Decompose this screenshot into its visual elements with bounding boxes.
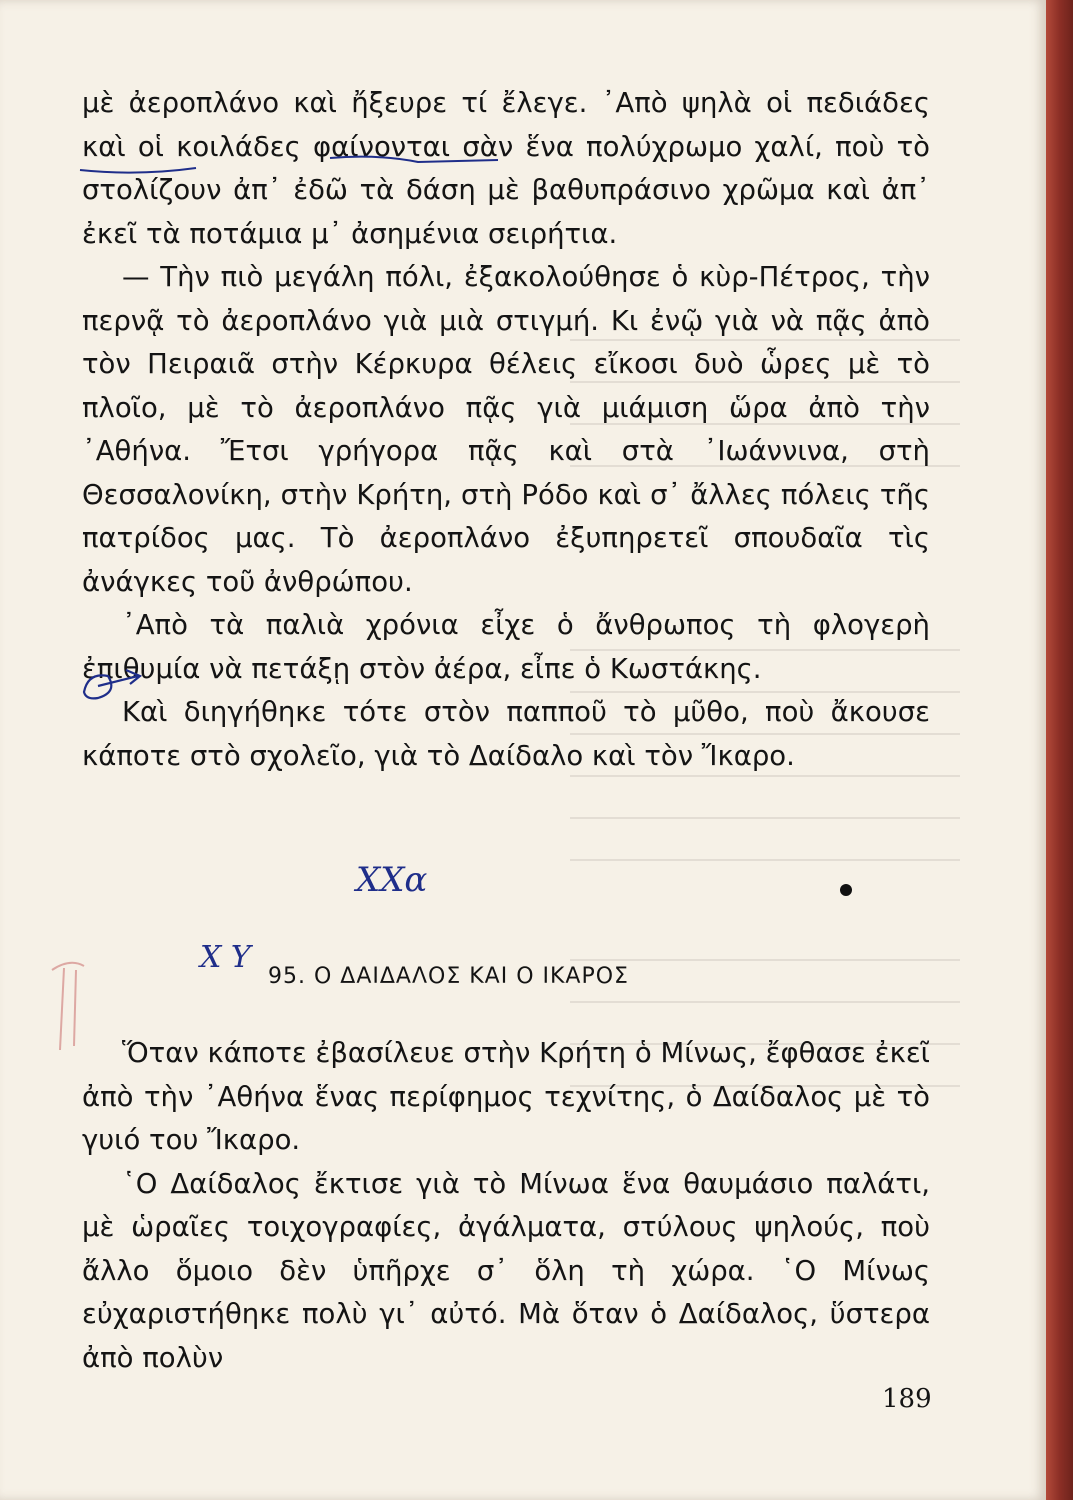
ink-dot (840, 884, 852, 896)
pen-underline-marks (78, 152, 508, 182)
body-text-top (82, 82, 930, 778)
paragraph-3: ᾿Απὸ τὰ παλιὰ χρόνια εἶχε ὁ ἄνθρωπος τὴ φλογερὴ ἐπιθυμία νὰ πετάξῃ στὸν ἀέρα, εἶπε ὁ Κωστάκης. (82, 609, 930, 685)
paragraph-6: ῾Ο Δαίδαλος ἔκτισε γιὰ τὸ Μίνωα ἕνα θαυμάσιο παλάτι, μὲ ὡραῖες τοιχογραφίες, ἀγάλματα, στύλους ψηλούς, ποὺ ἄλλο ὅμοιο δὲν ὑπῆρχε σ᾿ ὅλη τὴ χώρα. ῾Ο Μίνως εὐχαριστήθηκε πολὺ γι᾿ αὐτό. Μὰ ὅταν ὁ Δαίδαλος, ὕστερα ἀπὸ πολὺν (82, 1167, 930, 1374)
pen-arrow-mark (78, 662, 158, 712)
paragraph-2: — Τὴν πιὸ μεγάλη πόλι, ἐξακολούθησε ὁ κὺρ-Πέτρος, τὴν περνᾷ τὸ ἀεροπλάνο γιὰ μιὰ στιγμή. Κι ἐνῷ γιὰ νὰ πᾷς ἀπὸ τὸν Πειραιᾶ στὴν Κέρκυρα θέλεις εἴκοσι δυὸ ὧρες μὲ τὸ πλοῖο, μὲ τὸ ἀεροπλάνο πᾷς γιὰ μιάμιση ὥρα ἀπὸ τὴν ᾿Αθήνα. Ἔτσι γρήγορα πᾷς καὶ στὰ ᾿Ιωάννινα, στὴ Θεσσαλονίκη, στὴν Κρήτη, στὴ Ρόδο καὶ σ᾿ ἄλλες πόλεις τῆς πατρίδος μας. Τὸ ἀεροπλάνο ἐξυπηρετεῖ σπουδαῖα τὶς ἀνάγκες τοῦ ἀνθρώπου. (82, 261, 930, 598)
pen-note-after-ikaro: ΧΧα (356, 860, 428, 900)
body-text-bottom (82, 1032, 930, 1380)
paragraph-5: Ὅταν κάποτε ἐβασίλευε στὴν Κρήτη ὁ Μίνως, ἔφθασε ἐκεῖ ἀπὸ τὴν ᾿Αθήνα ἕνας περίφημος τεχνίτης, ὁ Δαίδαλος μὲ τὸ γυιό του Ἴκαρο. (82, 1037, 930, 1156)
paragraph-4: Καὶ διηγήθηκε τότε στὸν παπποῦ τὸ μῦθο, ποὺ ἄκουσε κάποτε στὸ σχολεῖο, γιὰ τὸ Δαίδαλο καὶ τὸν Ἴκαρο. (82, 696, 930, 772)
paragraph-1: μὲ ἀεροπλάνο καὶ ἤξευρε τί ἔλεγε. ᾿Απὸ ψηλὰ οἱ πεδιάδες καὶ οἱ κοιλάδες φαίνονται σὰν ἕνα πολύχρωμο χαλί, ποὺ τὸ στολίζουν ἀπ᾿ ἐδῶ τὰ δάση μὲ βαθυπράσινο χρῶμα καὶ ἀπ᾿ ἐκεῖ τὰ ποτάμια μ᾿ ἀσημένια σειρήτια. (82, 87, 930, 250)
section-heading: 95. Ο ΔΑΙΔΑΛΟΣ ΚΑΙ Ο ΙΚΑΡΟΣ (268, 964, 629, 989)
book-edge (1046, 0, 1073, 1500)
page-number: 189 (882, 1384, 932, 1414)
pen-note-before-heading: Χ Υ (200, 940, 251, 975)
